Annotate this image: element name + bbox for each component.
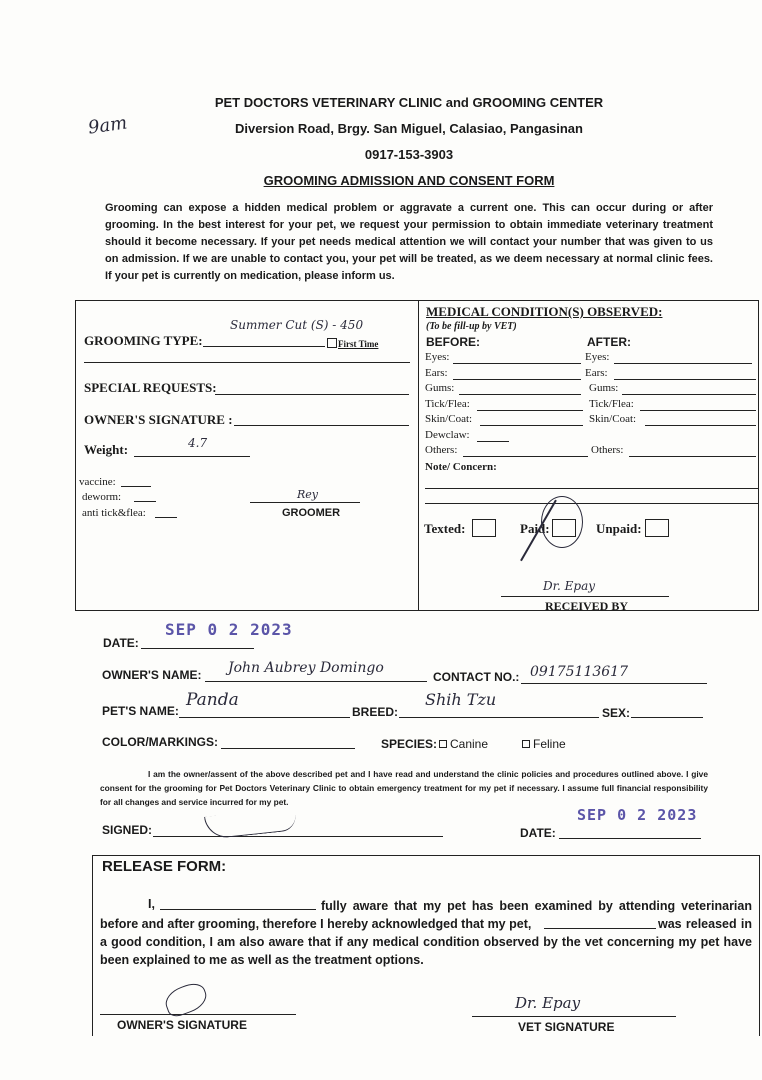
eyes-before-line bbox=[453, 363, 581, 364]
medical-subtitle: (To be fill-up by VET) bbox=[426, 321, 517, 332]
clinic-address: Diversion Road, Brgy. San Miguel, Calasiao, Pangasinan bbox=[235, 121, 583, 136]
breed-value: Shih Tzu bbox=[425, 690, 497, 709]
special-requests-line bbox=[215, 394, 409, 395]
table-divider bbox=[418, 301, 419, 610]
color-line bbox=[221, 748, 355, 749]
ears-before-line bbox=[453, 379, 581, 380]
pet-name-label: PET'S NAME: bbox=[102, 704, 179, 718]
contact-line bbox=[521, 683, 707, 684]
groomer-label: GROOMER bbox=[282, 507, 341, 519]
deworm-label: deworm: bbox=[82, 491, 122, 503]
form-title: GROOMING ADMISSION AND CONSENT FORM bbox=[263, 173, 555, 188]
contact-value: 09175113617 bbox=[530, 664, 628, 680]
release-title: RELEASE FORM: bbox=[102, 858, 227, 875]
feline-label: Feline bbox=[533, 737, 566, 751]
grooming-type-label: GROOMING TYPE: bbox=[84, 333, 203, 348]
after-label: AFTER: bbox=[587, 335, 631, 349]
signed-date-line bbox=[559, 838, 701, 839]
received-signature: Dr. Epay bbox=[543, 579, 596, 593]
pet-name-line bbox=[179, 717, 350, 718]
owner-statement: I am the owner/assent of the above described pet and I have read and understand the clinic policies and procedures outlined above. I give consent for the grooming for Pet Doctors Veterinary Clinic to obtain emergency treatment for my pet if necessary. I assume full financial responsibility for all changes and service incurred for my pet. bbox=[100, 769, 708, 807]
grooming-type-line bbox=[203, 346, 325, 347]
dewclaw-before-line bbox=[477, 441, 509, 442]
tick-before-line bbox=[477, 410, 583, 411]
release-vet-signature-line bbox=[472, 1016, 676, 1017]
pet-name-value: Panda bbox=[186, 690, 239, 710]
release-text-part1: fully aware that my pet has been examined by attending veterinarian before and after grooming, therefore I hereby acknowledged that my pet, bbox=[100, 899, 752, 931]
sex-line bbox=[631, 717, 703, 718]
weight-line bbox=[134, 456, 250, 457]
clinic-name: PET DOCTORS VETERINARY CLINIC and GROOMING CENTER bbox=[214, 95, 604, 110]
signed-date-label: DATE: bbox=[520, 826, 556, 840]
paid-label: Paid: bbox=[520, 521, 550, 536]
sex-label: SEX: bbox=[602, 706, 631, 720]
others-after-line bbox=[629, 456, 756, 457]
canine-checkbox[interactable] bbox=[439, 740, 447, 748]
medical-row: Skin/Coat: Skin/Coat: bbox=[425, 413, 637, 425]
first-time-label: First Time bbox=[338, 339, 379, 349]
unpaid-checkbox[interactable] bbox=[645, 519, 669, 537]
date-label: DATE: bbox=[103, 636, 139, 650]
contact-label: CONTACT NO.: bbox=[433, 670, 520, 684]
color-label: COLOR/MARKINGS: bbox=[102, 735, 218, 749]
medical-rows bbox=[425, 351, 755, 460]
signed-line bbox=[153, 836, 443, 837]
unpaid-label: Unpaid: bbox=[596, 521, 642, 536]
release-owner-signature-line bbox=[100, 1014, 296, 1015]
owner-signature-label: OWNER'S SIGNATURE : bbox=[84, 412, 233, 427]
breed-label: BREED: bbox=[352, 705, 399, 719]
release-vet-signature-label: VET SIGNATURE bbox=[518, 1020, 615, 1034]
owner-name-label: OWNER'S NAME: bbox=[102, 668, 202, 682]
eyes-after-line bbox=[614, 363, 752, 364]
weight-label: Weight: bbox=[84, 442, 129, 457]
others-before-line bbox=[463, 456, 588, 457]
medical-row: Dewclaw: bbox=[425, 428, 470, 441]
received-line bbox=[501, 596, 669, 597]
consent-paragraph: Grooming can expose a hidden medical problem or aggravate a current one. This can occur during or after grooming. In the best interest for your pet, we request your permission to obtain immediate veterinary treatment should it become necessary. If your pet needs medical attention we will contact your number that was given to us on admission. If we are unable to contact you, your pet will be treated, as we deem necessary at normal clinic fees. If your pet is currently on medication, please inform us. bbox=[105, 202, 713, 282]
paid-circle-mark bbox=[541, 496, 583, 548]
note-label: Note/ Concern: bbox=[425, 461, 497, 473]
signed-signature bbox=[204, 807, 297, 839]
skin-before-line bbox=[480, 425, 583, 426]
release-i: I, bbox=[148, 897, 155, 911]
note-line-1 bbox=[425, 488, 758, 489]
owner-signature-line bbox=[234, 425, 409, 426]
anti-tick-label: anti tick&flea: bbox=[82, 507, 146, 519]
groomer-signature: Rey bbox=[297, 488, 319, 501]
signed-date-stamp: SEP 0 2 2023 bbox=[577, 806, 698, 824]
species-label: SPECIES: bbox=[381, 737, 438, 751]
skin-after-line bbox=[645, 425, 756, 426]
date-stamp: SEP 0 2 2023 bbox=[165, 620, 293, 639]
tick-after-line bbox=[640, 410, 756, 411]
feline-checkbox[interactable] bbox=[522, 740, 530, 748]
release-vet-signature: Dr. Epay bbox=[515, 994, 581, 1012]
breed-line bbox=[399, 717, 599, 718]
gums-after-line bbox=[622, 394, 756, 395]
date-line bbox=[141, 648, 254, 649]
special-requests-label: SPECIAL REQUESTS: bbox=[84, 380, 217, 395]
received-by-label: RECEIVED BY bbox=[545, 599, 629, 613]
medical-row: Others: Others: bbox=[425, 444, 624, 456]
signed-label: SIGNED: bbox=[102, 823, 153, 837]
medical-title: MEDICAL CONDITION(S) OBSERVED: bbox=[426, 304, 663, 319]
medical-row: Ears: Ears: bbox=[425, 366, 608, 379]
medical-row: Gums: Gums: bbox=[425, 382, 619, 394]
vaccine-label: vaccine: bbox=[79, 476, 116, 488]
grooming-type-line-2 bbox=[84, 362, 410, 363]
canine-label: Canine bbox=[450, 737, 489, 751]
release-text-part2: was released in a good condition, I am also aware that if any medical condition observed by the vet concerning my pet have been explained to me as well as the treatment options. bbox=[100, 917, 752, 967]
clinic-phone: 0917-153-3903 bbox=[364, 147, 454, 162]
medical-row: Tick/Flea: Tick/Flea: bbox=[425, 397, 634, 410]
handwritten-time: 9am bbox=[86, 112, 129, 139]
before-label: BEFORE: bbox=[426, 335, 480, 349]
vaccine-line bbox=[121, 486, 151, 487]
weight-value: 4.7 bbox=[188, 436, 208, 450]
texted-checkbox[interactable] bbox=[472, 519, 496, 537]
groomer-line bbox=[250, 502, 360, 503]
medical-row: Eyes: Eyes: bbox=[425, 351, 610, 363]
texted-label: Texted: bbox=[424, 521, 466, 536]
owner-name-value: John Aubrey Domingo bbox=[228, 660, 384, 676]
grooming-type-value: Summer Cut (S) - 450 bbox=[230, 318, 364, 332]
anti-tick-line bbox=[155, 517, 177, 518]
owner-name-line bbox=[205, 681, 427, 682]
release-owner-signature-label: OWNER'S SIGNATURE bbox=[117, 1018, 247, 1032]
ears-after-line bbox=[614, 379, 756, 380]
note-line-2 bbox=[425, 503, 758, 504]
deworm-line bbox=[134, 501, 156, 502]
first-time-checkbox[interactable] bbox=[327, 338, 337, 348]
gums-before-line bbox=[459, 394, 581, 395]
